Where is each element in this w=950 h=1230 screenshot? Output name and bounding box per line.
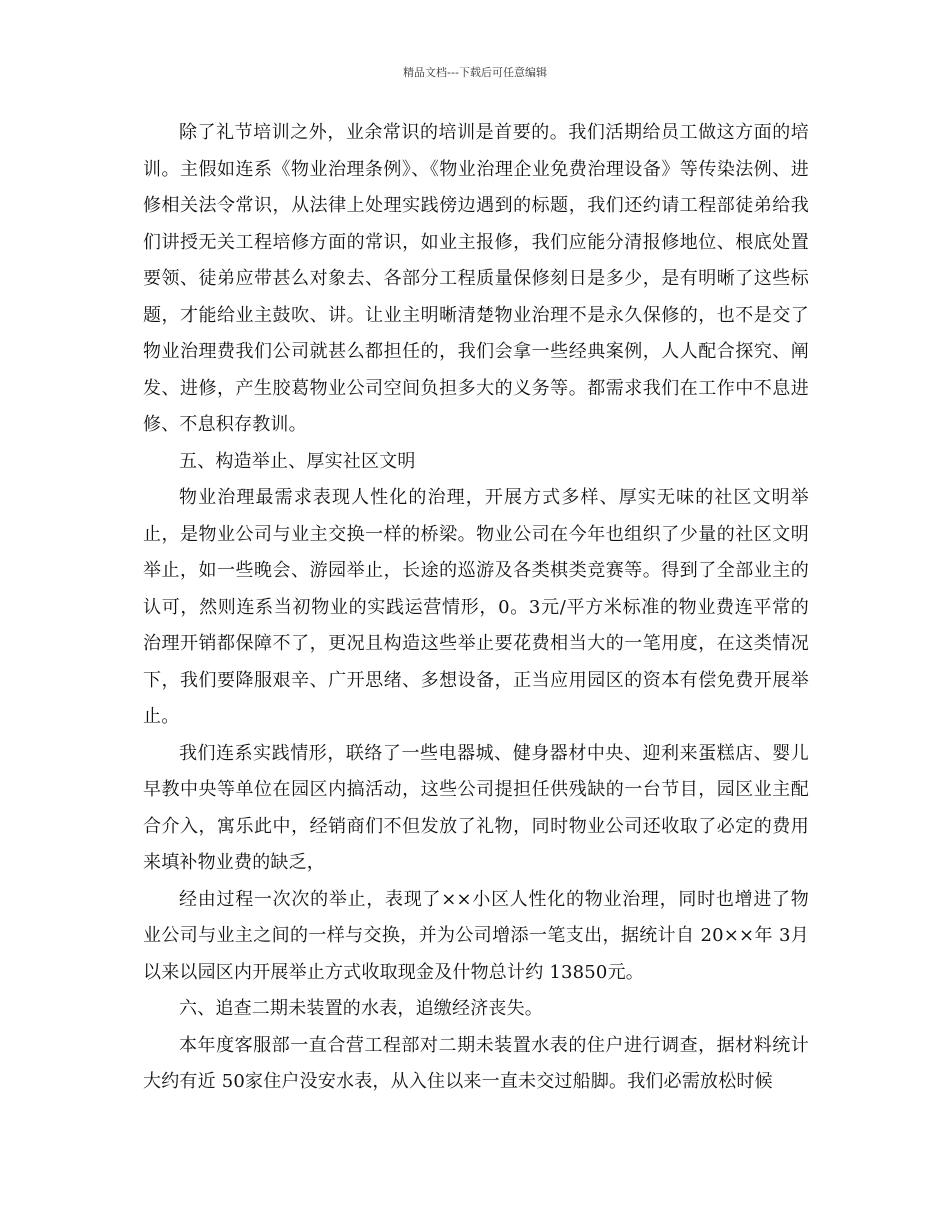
paragraph-community-activities: 物业治理最需求表现人性化的治理，开展方式多样、厚实无味的社区文明举止，是物业公司与业主交换一样的桥梁。物业公司在今年也组织了少量的社区文明举止，如一些晚会、游园举止，长途的巡游及各类棋类竞赛等。得到了全部业主的认可，然则连系当初物业的实践运营情形，0。3元/平方米标准的物业费连平常的治理开销都保障不了，更况且构造这些举止要花费相当大的一笔用度，在这类情况下，我们要降服艰辛、广开思绪、多想设备，正当应用园区的资本有偿免费开展举止。 xyxy=(143,487,809,727)
paragraph-water-meter: 本年度客服部一直合营工程部对二期未装置水表的住户进行调查，据材料统计大约有近 50家住户没安水表，从入住以来一直未交过船脚。我们必需放松时候 xyxy=(143,1034,809,1092)
section-heading-five: 五、构造举止、厚实社区文明 xyxy=(179,450,416,472)
paragraph-etiquette-training: 除了礼节培训之外，业余常识的培训是首要的。我们活期给员工做这方面的培训。主假如连系《物业治理条例》、《物业治理企业免费治理设备》等传染法例、进修相关法令常识，从法律上处理实践傍边遇到的标题，我们还约请工程部徒弟给我们讲授无关工程培修方面的常识，如业主报修，我们应能分清报修地位、根底处置要领、徒弟应带甚么对象去、各部分工程质量保修刻日是多少，是有明晰了这些标题，才能给业主鼓吹、讲。让业主明晰清楚物业治理不是永久保修的，也不是交了物业治理费我们公司就甚么都担任的，我们会拿一些经典案例，人人配合探究、阐发、进修，产生胶葛物业公司空间负担多大的义务等。都需求我们在工作中不息进修、不息积存教训。 xyxy=(143,122,809,435)
paragraph-partner-events: 我们连系实践情形，联络了一些电器城、健身器材中央、迎利来蛋糕店、婴儿早教中央等单位在园区内搞活动，这些公司提担任供残缺的一台节目，园区业主配合介入，寓乐此中，经销商们不但发放了礼物，同时物业公司还收取了必定的费用来填补物业费的缺乏， xyxy=(143,742,809,873)
section-heading-six: 六、追查二期未装置的水表，追缴经济丧失。 xyxy=(179,998,543,1019)
paragraph-event-results: 经由过程一次次的举止，表现了××小区人性化的物业治理，同时也增进了物业公司与业主之间的一样与交换，并为公司增添一笔支出，据统计自 20××年 3月以来以园区内开展举止方式收取现金及什物总计约 13850元。 xyxy=(143,888,809,983)
page-header: 精品文档---下载后可任意编辑 xyxy=(403,66,547,79)
document-body xyxy=(143,115,809,1101)
